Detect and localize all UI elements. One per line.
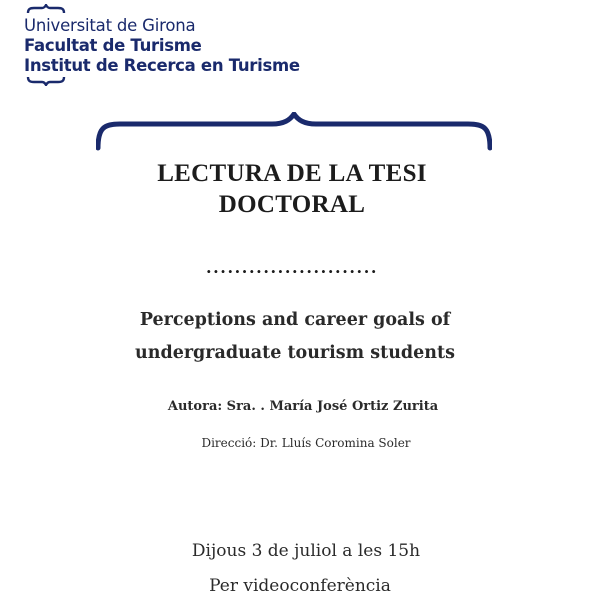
logo-top-bracket-icon [26,4,66,14]
author-line: Autora: Sra. . María José Ortiz Zurita [167,399,439,414]
thesis-title-line-2: undergraduate tourism students [135,343,455,363]
university-logo [24,4,324,86]
title-line-2: DOCTORAL [218,191,366,218]
faculty-name: Facultat de Turisme [24,36,202,55]
venue-line: Per videoconferència [209,576,391,596]
page-title [0,158,584,220]
director-line: Direcció: Dr. Lluís Coromina Soler [201,436,411,450]
decorative-bracket-icon [96,112,492,152]
logo-bottom-bracket-icon [26,76,66,86]
thesis-title-line-1: Perceptions and career goals of [139,310,451,330]
thesis-title [0,304,590,370]
institute-name: Institut de Recerca en Turisme [24,56,300,75]
title-line-1: LECTURA DE LA TESI [157,160,427,187]
university-name: Universitat de Girona [24,16,196,35]
dotted-separator: ........................ [205,258,379,277]
date-line: Dijous 3 de juliol a les 15h [191,541,421,561]
